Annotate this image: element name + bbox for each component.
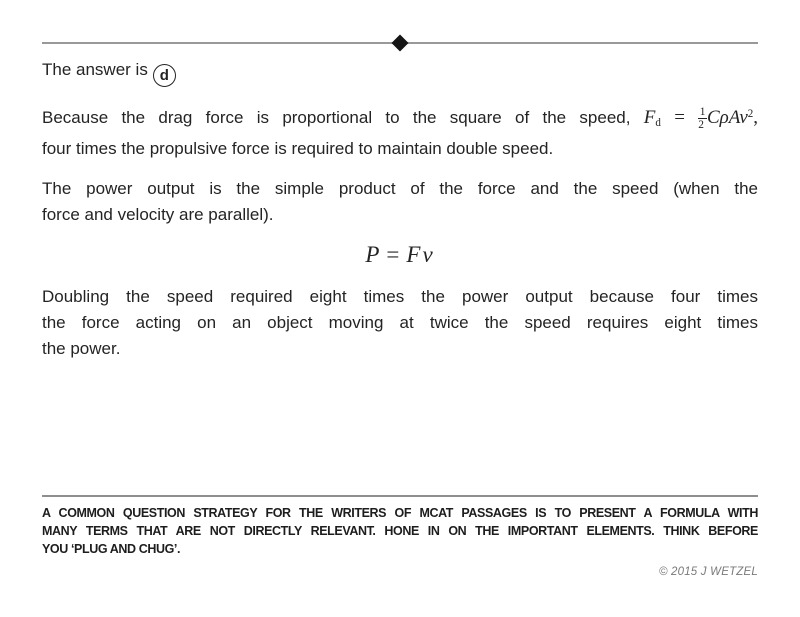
bottom-divider-line [42,495,758,497]
power-formula [42,240,758,270]
paragraph-doubling-speed [42,284,758,362]
formula-exponent: 2 [747,108,754,120]
paragraph-line: four times the propulsive force is required to maintain double speed. [42,139,554,159]
paragraph-line: the power. [42,339,121,359]
footer [42,495,758,578]
fraction-numerator: 1 [699,105,706,118]
drag-line1-text: Because the drag force is proportional to the square of the speed, [42,108,631,128]
formula-comma: , [753,107,759,129]
paragraph-line: The power output is the simple product of the force and the speed (when the [42,179,758,199]
content-area [42,42,758,362]
top-divider [42,42,758,44]
footer-note-line: A COMMON QUESTION STRATEGY FOR THE WRITERS OF MCAT PASSAGES IS TO PRESENT A FORMULA WITH [42,505,758,520]
fraction-denominator: 2 [698,118,704,131]
copyright-notice: © 2015 J WETZEL [658,565,758,578]
paragraph-line [42,101,758,136]
formula-equals: = [386,242,400,268]
formula-rhs: Fv [406,242,435,268]
formula-coefficients: CρAv [706,107,748,129]
paragraph-line: Doubling the speed required eight times the power output because four times [42,287,758,307]
paragraph-line: force and velocity are parallel). [42,205,274,225]
answer-choice-badge: d [153,64,176,87]
formula-fraction [698,106,707,132]
footer-note-line: YOU ‘PLUG AND CHUG’. [42,541,181,556]
paragraph-drag-force [42,101,758,162]
footer-note [42,504,758,558]
paragraph-power-output [42,176,758,228]
diamond-icon [392,34,409,51]
answer-line [42,57,758,87]
formula-lhs: P [365,242,380,268]
answer-prefix: The answer is [42,60,148,79]
formula-equals: = [674,107,685,129]
formula-subscript: d [655,117,661,130]
formula-variable: F [643,107,656,129]
paragraph-line: the force acting on an object moving at twice the speed requires eight times [42,313,758,333]
drag-formula [643,105,759,131]
footer-note-line: MANY TERMS THAT ARE NOT DIRECTLY RELEVANT. HONE IN ON THE IMPORTANT ELEMENTS. THINK BEFORE [42,523,758,538]
